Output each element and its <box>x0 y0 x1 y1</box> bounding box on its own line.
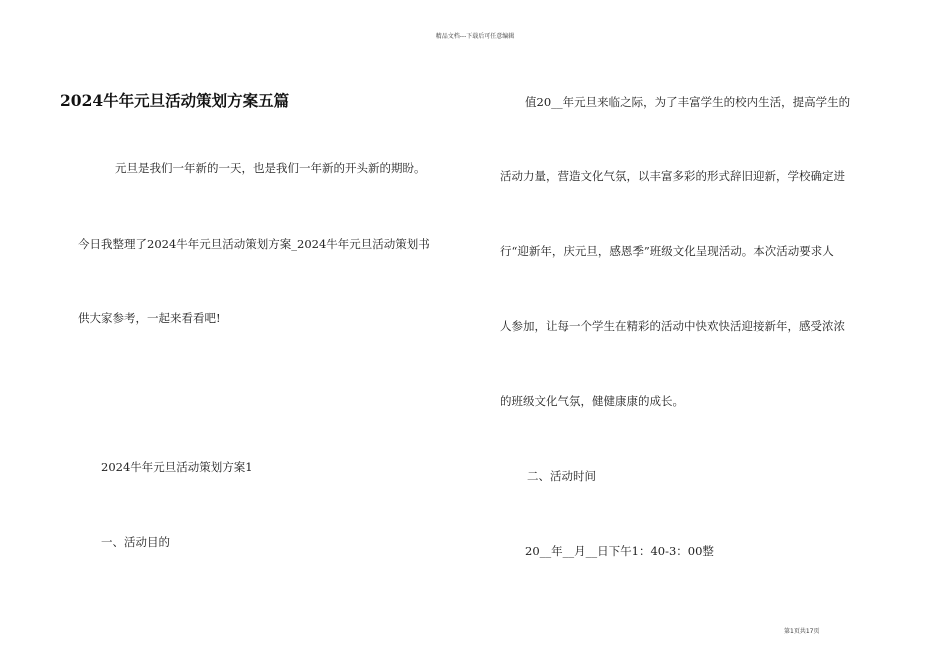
purpose-line-2: 活动力量，营造文化气氛，以丰富多彩的形式辞旧迎新，学校确定进 <box>500 169 845 183</box>
heading-activity-purpose: 一、活动目的 <box>101 535 170 549</box>
intro-line-3: 供大家参考，一起来看看吧! <box>78 311 221 325</box>
purpose-line-1: 值20__年元旦来临之际，为了丰富学生的校内生活，提高学生的 <box>525 95 851 109</box>
activity-time-line: 20__年__月__日下午1：40-3：00整 <box>525 544 714 558</box>
page-number: 第1页共17页 <box>784 628 820 635</box>
intro-line-2: 今日我整理了2024牛年元旦活动策划方案_2024牛年元旦活动策划书 <box>78 237 430 251</box>
heading-activity-time: 二、活动时间 <box>527 469 596 483</box>
header-note: 精品文档---下载后可任意编辑 <box>435 33 515 40</box>
section-title: 2024牛年元旦活动策划方案1 <box>101 460 253 474</box>
purpose-line-4: 人参加，让每一个学生在精彩的活动中快欢快活迎接新年，感受浓浓 <box>500 319 845 333</box>
purpose-line-3: 行“迎新年，庆元旦，感恩季”班级文化呈现活动。本次活动要求人 <box>500 244 834 258</box>
purpose-line-5: 的班级文化气氛，健健康康的成长。 <box>500 394 684 408</box>
intro-line-1: 元旦是我们一年新的一天，也是我们一年新的开头新的期盼。 <box>115 161 426 175</box>
document-title: 2024牛年元旦活动策划方案五篇 <box>60 91 290 110</box>
